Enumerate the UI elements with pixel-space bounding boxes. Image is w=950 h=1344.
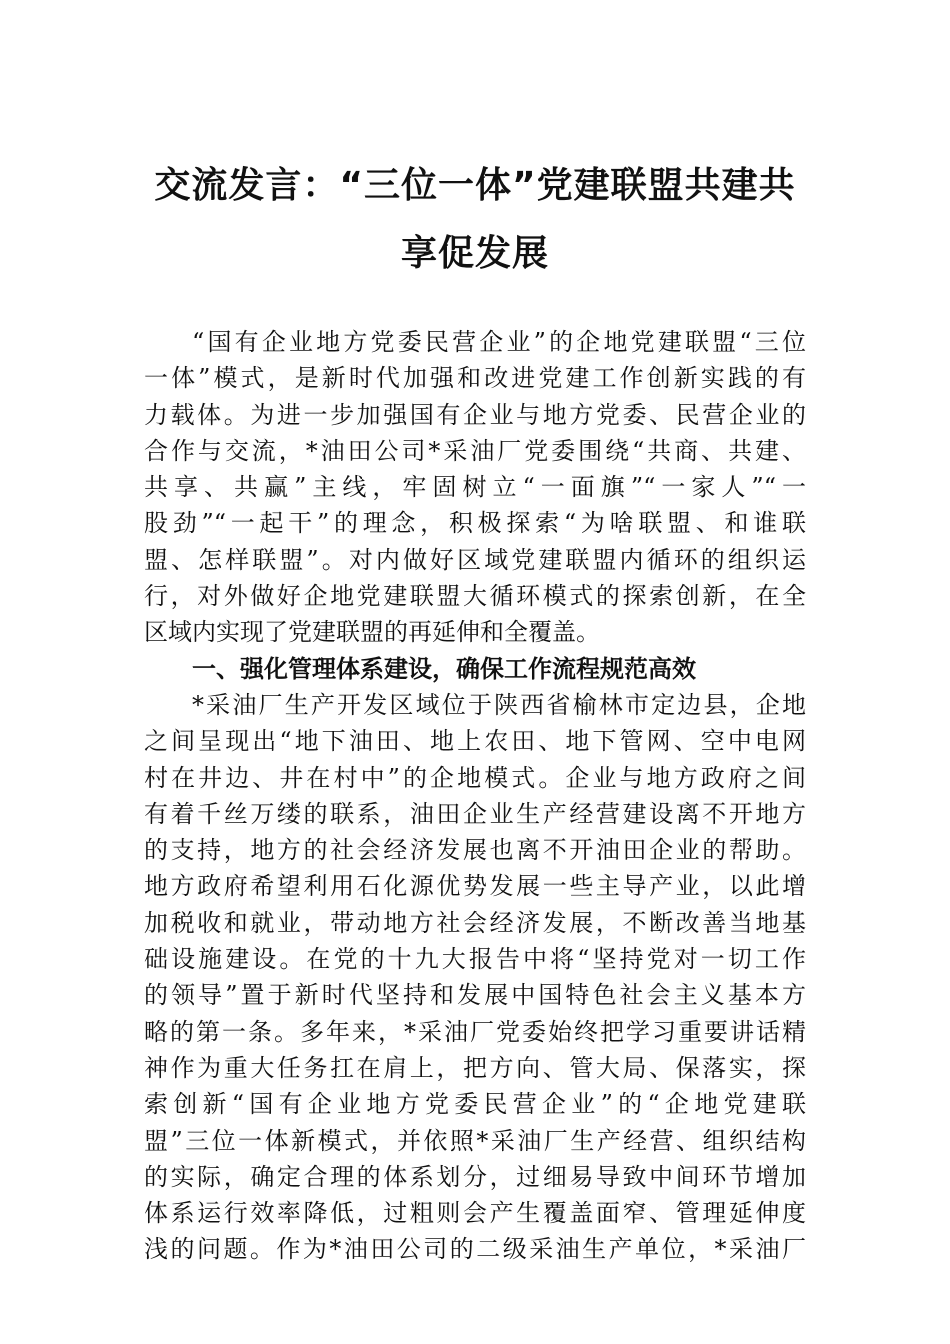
body-text-line: 的实际，确定合理的体系划分，过细易导致中间环节增加: [144, 1162, 806, 1191]
body-text-line: 神作为重大任务扛在肩上，把方向、管大局、保落实，探: [144, 1053, 806, 1082]
body-text-line: 略的第一条。多年来，*采油厂党委始终把学习重要讲话精: [144, 1017, 806, 1046]
body-text-line: 有着千丝万缕的联系，油田企业生产经营建设离不开地方: [144, 799, 806, 828]
body-text-line: 股劲”“一起干”的理念，积极探索“为啥联盟、和谁联: [144, 509, 806, 538]
body-text-line: 的支持，地方的社会经济发展也离不开油田企业的帮助。: [144, 836, 806, 865]
body-text-line: 力载体。为进一步加强国有企业与地方党委、民营企业的: [144, 400, 806, 429]
body-text-line: 索创新“国有企业地方党委民营企业”的“企地党建联: [144, 1090, 806, 1119]
body-text-line: 行，对外做好企地党建联盟大循环模式的探索创新，在全: [144, 582, 806, 611]
body-text-line: 加税收和就业，带动地方社会经济发展，不断改善当地基: [144, 908, 806, 937]
body-text-line: 村在井边、井在村中”的企地模式。企业与地方政府之间: [144, 763, 806, 792]
section-heading: 一、强化管理体系建设，确保工作流程规范高效: [192, 654, 696, 683]
body-text-line: 体系运行效率降低，过粗则会产生覆盖面窄、管理延伸度: [144, 1199, 806, 1228]
body-text-line: “国有企业地方党委民营企业”的企地党建联盟“三位: [192, 328, 806, 356]
body-text-line: 区域内实现了党建联盟的再延伸和全覆盖。: [144, 618, 600, 647]
body-text-line: 的领导”置于新时代坚持和发展中国特色社会主义基本方: [144, 981, 806, 1010]
document-body: [144, 324, 806, 1268]
body-text-line: 地方政府希望利用石化源优势发展一些主导产业，以此增: [144, 872, 806, 901]
body-text-line: 一体”模式，是新时代加强和改进党建工作创新实践的有: [144, 364, 806, 393]
body-text-line: 础设施建设。在党的十九大报告中将“坚持党对一切工作: [144, 945, 806, 974]
document-title-line-1: 交流发言：“三位一体”党建联盟共建共: [154, 165, 796, 206]
body-text-line: 之间呈现出“地下油田、地上农田、地下管网、空中电网: [144, 727, 806, 756]
body-text-line: 浅的问题。作为*油田公司的二级采油生产单位，*采油厂: [144, 1235, 806, 1264]
body-text-line: *采油厂生产开发区域位于陕西省榆林市定边县，企地: [192, 690, 806, 719]
body-text-line: 盟、怎样联盟”。对内做好区域党建联盟内循环的组织运: [144, 545, 806, 574]
document-title-line-2: 享促发展: [400, 233, 549, 274]
body-text-line: 合作与交流，*油田公司*采油厂党委围绕“共商、共建、: [144, 436, 806, 465]
body-text-line: 共享、共赢”主线，牢固树立“一面旗”“一家人”“一: [144, 473, 806, 502]
body-text-line: 盟”三位一体新模式，并依照*采油厂生产经营、组织结构: [144, 1126, 806, 1155]
